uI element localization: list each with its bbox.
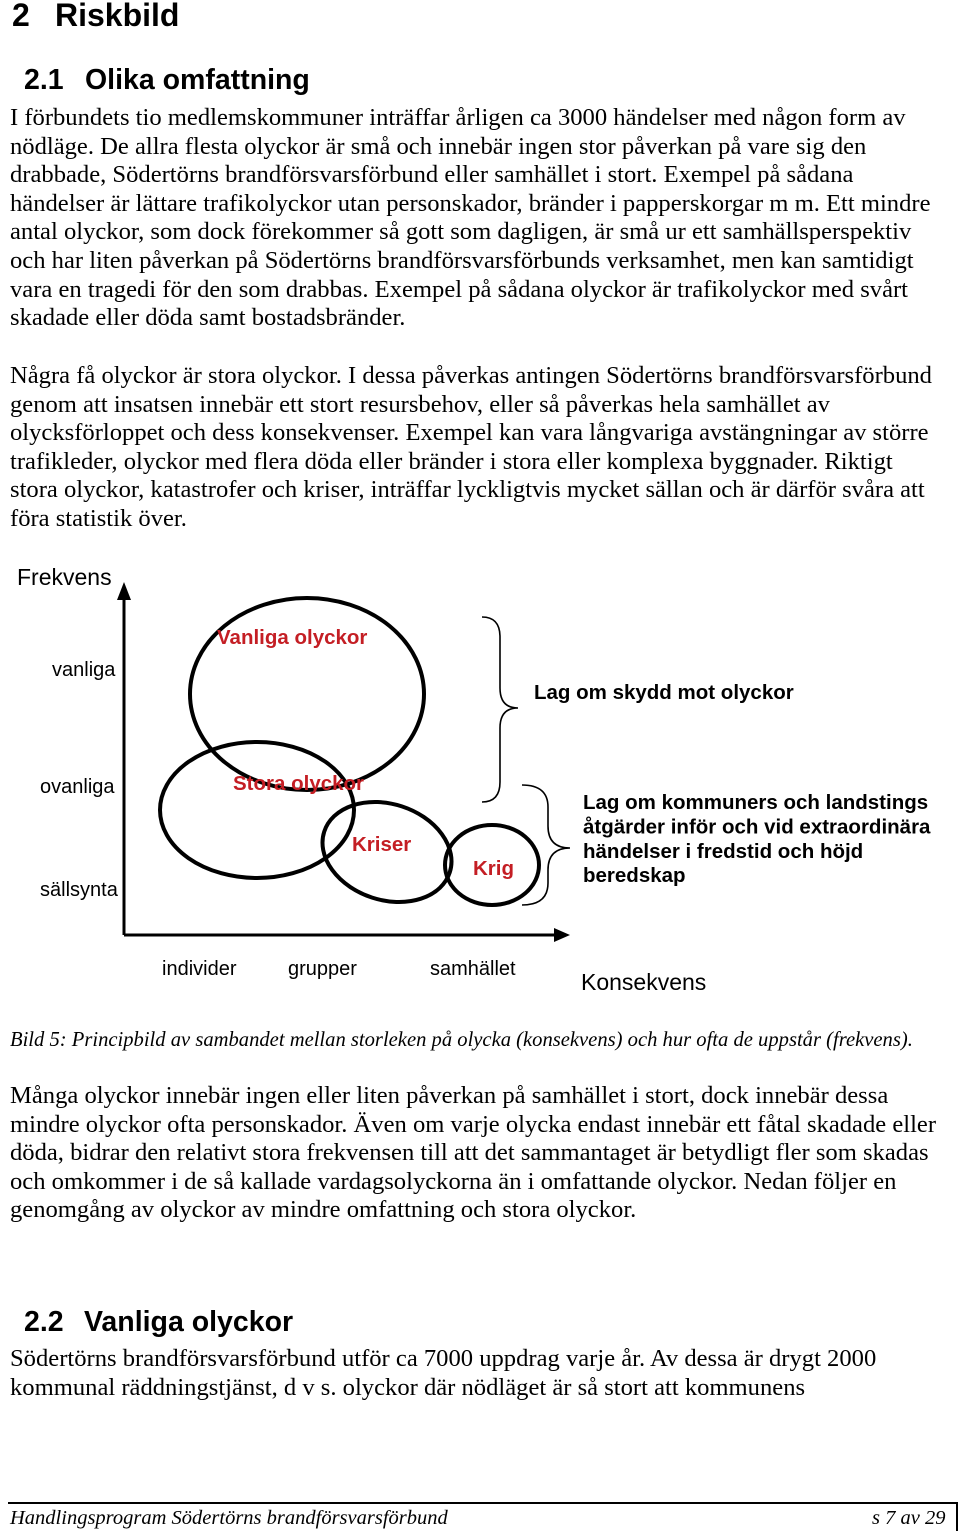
footer-page-number: s 7 av 29 bbox=[872, 1507, 946, 1529]
y-level-label: ovanliga bbox=[40, 776, 115, 798]
footer-vertical-rule bbox=[956, 1503, 958, 1531]
paragraph-line: olycksförloppet och dess konsekvenser. Exempel kan vara långvariga avstängningar av större bbox=[10, 419, 929, 447]
paragraph-line: och har liten påverkan på Södertörns brandförsvarsförbunds verksamhet, men kan samtidigt bbox=[10, 246, 914, 274]
paragraph-2 bbox=[10, 362, 932, 534]
paragraph-line: kommunal räddningstjänst, d v s. olyckor där nödläget är så stort att kommunens bbox=[10, 1373, 806, 1401]
category-label-krig: Krig bbox=[473, 857, 514, 880]
footer-document-title: Handlingsprogram Södertörns brandförsvarsförbund bbox=[10, 1507, 448, 1529]
paragraph-line: föra statistik över. bbox=[10, 504, 187, 532]
chapter-title: Riskbild bbox=[55, 0, 180, 33]
paragraph-1 bbox=[10, 104, 931, 333]
risk-diagram bbox=[0, 560, 960, 1010]
category-label-kriser: Kriser bbox=[352, 833, 412, 856]
y-level-label: sällsynta bbox=[40, 879, 118, 901]
paragraph-line: genom att insatsen innebär ett stort resursbehov, eller så påverkas hela samhället av bbox=[10, 390, 830, 418]
figure-caption: Bild 5: Principbild av sambandet mellan storleken på olycka (konsekvens) och hur ofta de uppstår (frekvens). bbox=[10, 1029, 913, 1051]
paragraph-3 bbox=[10, 1082, 936, 1225]
paragraph-4 bbox=[10, 1345, 876, 1402]
category-label-vanliga-olyckor: Vanliga olyckor bbox=[217, 626, 368, 649]
x-level-label: grupper bbox=[288, 958, 357, 980]
law-label-line: beredskap bbox=[583, 864, 686, 888]
paragraph-line: antal olyckor, som dock förekommer så gott som dagligen, är små ur ett samhällsperspektiv bbox=[10, 218, 912, 246]
x-axis-label: Konsekvens bbox=[581, 969, 707, 995]
x-axis-arrow-icon bbox=[554, 928, 570, 942]
paragraph-line: Södertörns brandförsvarsförbund utför ca 7000 uppdrag varje år. Av dessa är drygt 2000 bbox=[10, 1345, 877, 1372]
paragraph-line: I förbundets tio medlemskommuner inträffar årligen ca 3000 händelser med någon form av bbox=[10, 104, 906, 131]
x-level-label: individer bbox=[162, 958, 237, 980]
category-label-stora-olyckor: Stora olyckor bbox=[233, 772, 365, 795]
footer-rule bbox=[8, 1502, 958, 1504]
paragraph-line: genomgång av olyckor av mindre omfattning och stora olyckor. bbox=[10, 1196, 637, 1224]
section-title: Vanliga olyckor bbox=[84, 1306, 294, 1338]
section-number: 2.1 bbox=[24, 64, 64, 96]
paragraph-line: skadade eller döda samt bostadsbränder. bbox=[10, 304, 406, 332]
y-level-label: vanliga bbox=[52, 659, 116, 681]
law-label-line: Lag om kommuners och landstings bbox=[583, 791, 929, 814]
x-level-label: samhället bbox=[430, 958, 516, 980]
section-number: 2.2 bbox=[24, 1306, 64, 1338]
paragraph-line: drabbade, Södertörns brandförsvarsförbund eller samhället i stort. Exempel på sådana bbox=[10, 161, 854, 189]
law-label-skydd-mot-olyckor: Lag om skydd mot olyckor bbox=[534, 681, 794, 704]
law-label-line: händelser i fredstid och höjd bbox=[583, 839, 864, 863]
paragraph-line: händelser är lättare trafikolyckor utan personskador, bränder i papperskorgar m m. Ett mindre bbox=[10, 189, 931, 217]
paragraph-line: mindre olyckor ofta personskador. Även om varje olycka endast innebär ett fåtal skadade eller bbox=[10, 1110, 937, 1138]
y-axis-label: Frekvens bbox=[17, 564, 112, 590]
paragraph-line: Många olyckor innebär ingen eller liten påverkan på samhället i stort, dock innebär dessa bbox=[10, 1082, 889, 1109]
paragraph-line: stora olyckor, katastrofer och kriser, inträffar lyckligtvis mycket sällan och är därför svåra att bbox=[10, 476, 925, 504]
law-label-line: åtgärder inför och vid extraordinära bbox=[583, 815, 931, 839]
paragraph-line: vara en tragedi för den som drabbas. Exempel på sådana olyckor är trafikolyckor med svårt bbox=[10, 275, 909, 303]
paragraph-line: trafikleder, olyckor med flera döda eller bränder i stora eller komplexa byggnader. Riktigt bbox=[10, 447, 893, 475]
paragraph-line: Några få olyckor är stora olyckor. I dessa påverkas antingen Södertörns brandförsvarsförbund bbox=[10, 362, 932, 389]
paragraph-line: nödläge. De allra flesta olyckor är små och innebär ingen stor påverkan på vare sig den bbox=[10, 132, 867, 160]
section-title: Olika omfattning bbox=[85, 64, 310, 96]
y-axis-arrow-icon bbox=[117, 582, 131, 600]
paragraph-line: döda, bidrar den relativt stora frekvensen till att det sammantaget är betydligt fler som skadas bbox=[10, 1139, 929, 1167]
chapter-number: 2 bbox=[12, 0, 30, 33]
paragraph-line: och omkommer i de så kallade vardagsolyckorna än i omfattande olyckor. Nedan följer en bbox=[10, 1167, 897, 1195]
brace-large bbox=[482, 617, 518, 802]
